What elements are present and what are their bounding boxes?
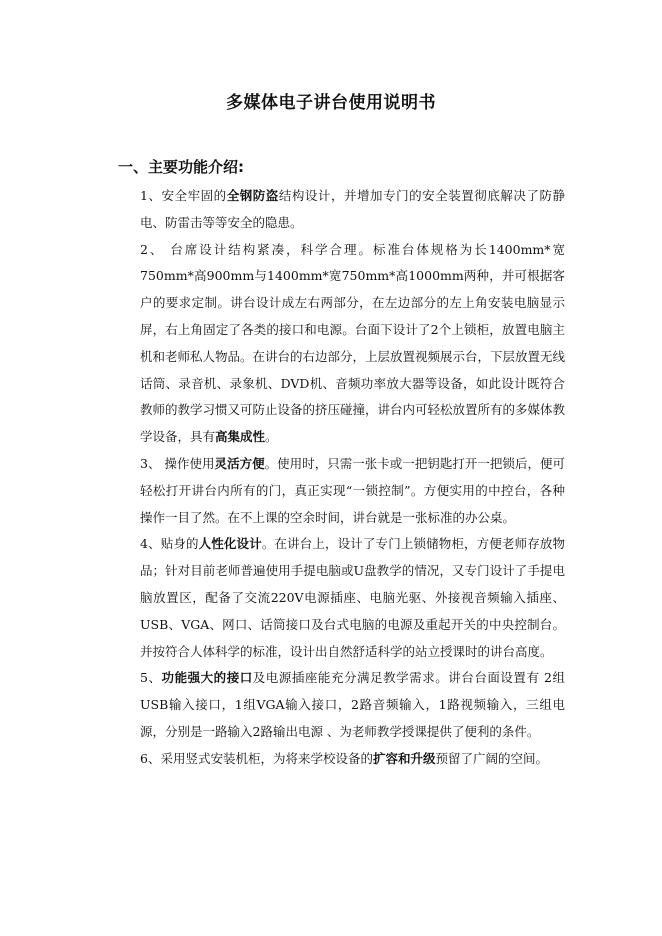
emphasis-text: 扩容和升级 — [372, 750, 436, 766]
emphasis-text: 全钢防盗 — [226, 188, 279, 203]
paragraph-3: 3、 操作使用灵活方便。使用时，只需一张卡或一把钥匙打开一把锁后，便可轻松打开讲台内所有的门，真正实现“一锁控制”。方便实用的中控台，各种操作一目了然。在不上课的空余时间，讲台就是一张标准的办公桌。 — [140, 455, 565, 525]
emphasis-text: 功能强大的接口 — [161, 670, 253, 686]
document-body — [140, 183, 565, 773]
document-title: 多媒体电子讲台使用说明书 — [226, 93, 436, 113]
paragraph-2: 2、 台席设计结构紧凑，科学合理。标准台体规格为长1400mm*宽750mm*高900mm与1400mm*宽750mm*高1000mm两种，并可根据客户的要求定制。讲台设计成左右两部分，在左边部分的左上角安装电脑显示屏，右上角固定了各类的接口和电源。台面下设计了2个上锁柜，放置电脑主机和老师私人物品。在讲台的右边部分，上层放置视频展示台，下层放置无线话筒、录音机、录象机、DVD机、音频功率放大器等设备，如此设计既符合教师的教学习惯又可防止设备的挤压碰撞，讲台内可轻松放置所有的多媒体教学设备，具有高集成性。 — [140, 241, 566, 445]
paragraph-4: 4、贴身的人性化设计。在讲台上，设计了专门上锁储物柜，方便老师存放物品；针对目前老师普遍使用手提电脑或U盘教学的情况，又专门设计了手提电脑放置区，配备了交流220V电源插座、电脑光驱、外接视音频输入插座、USB、VGA、网口、话筒接口及台式电脑的电源及重起开关的中央控制台。并按符合人体科学的标准，设计出自然舒适科学的站立授课时的讲台高度。 — [140, 536, 565, 659]
emphasis-text: 灵活方便 — [214, 455, 265, 471]
section-heading: 一、主要功能介绍: — [118, 158, 244, 176]
emphasis-text: 高集成性 — [215, 429, 266, 445]
paragraph-5: 5、功能强大的接口及电源插座能充分满足教学需求。讲台台面设置有 2组USB输入接口，1组VGA输入接口，2路音频输入，1路视频输入，三组电源，分别是一路输入2路输出电源 、为老师教学授课提供了便利的条件。 — [140, 670, 565, 739]
emphasis-text: 人性化设计 — [198, 536, 262, 552]
paragraph-1: 1、安全牢固的全钢防盗结构设计，并增加专门的安全装置彻底解决了防静电、防雷击等等安全的隐患。 — [140, 188, 565, 230]
paragraph-6: 6、采用竖式安装机柜，为将来学校设备的扩容和升级预留了广阔的空间。 — [140, 750, 548, 766]
